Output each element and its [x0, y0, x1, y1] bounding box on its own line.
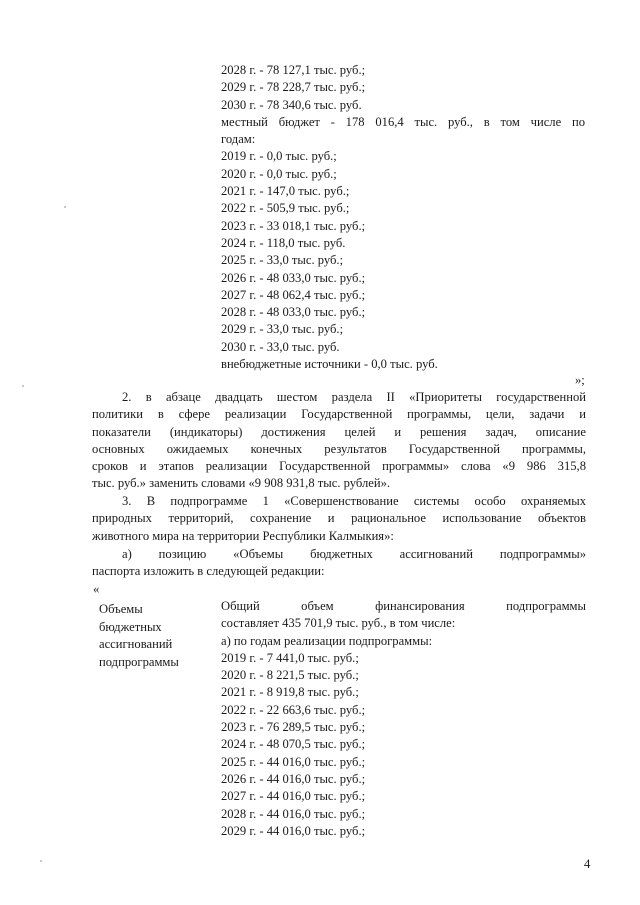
opening-quote: « [93, 582, 100, 596]
paragraph-3a-line: паспорта изложить в следующей редакции: [92, 564, 325, 579]
subprogram-year-2029: 2029 г. - 44 016,0 тыс. руб.; [221, 823, 366, 838]
federal-year-2029: 2029 г. - 78 228,7 тыс. руб.; [221, 80, 366, 95]
paragraph-3-line: природных территорий, сохранение и рациональное использование объектов [92, 511, 586, 526]
scan-speck [40, 860, 42, 862]
paragraph-2-line: основных ожидаемых конечных результатов Государственной программы, [92, 441, 586, 456]
paragraph-2-line: показатели (индикаторы) достижения целей и решения задач, описание [92, 424, 586, 439]
passport-value-cell [221, 598, 586, 840]
passport-label-line: Объемы [99, 602, 143, 616]
local-year-2030: 2030 г. - 33,0 тыс. руб. [221, 339, 340, 354]
local-year-2023: 2023 г. - 33 018,1 тыс. руб.; [221, 218, 366, 233]
paragraph-2-line: сроков и этапов реализации Государственной программы» слова «9 986 315,8 [92, 459, 586, 474]
budget-tail-block [221, 62, 585, 373]
local-budget-total: местный бюджет - 178 016,4 тыс. руб., в том числе по [221, 114, 585, 129]
local-year-2019: 2019 г. - 0,0 тыс. руб.; [221, 149, 337, 164]
paragraph-3a-line: а) позицию «Объемы бюджетных ассигнований подпрограммы» [122, 547, 586, 561]
subprogram-total-line: Общий объем финансирования подпрограммы [221, 599, 586, 613]
federal-year-2028: 2028 г. - 78 127,1 тыс. руб.; [221, 63, 366, 77]
page-number: 4 [584, 857, 591, 871]
local-year-2026: 2026 г. - 48 033,0 тыс. руб.; [221, 270, 366, 285]
subprogram-total-amount: составляет 435 701,9 тыс. руб., в том числе: [221, 616, 456, 631]
subprogram-year-2022: 2022 г. - 22 663,6 тыс. руб.; [221, 702, 366, 717]
paragraph-3 [92, 493, 586, 545]
local-year-2021: 2021 г. - 147,0 тыс. руб.; [221, 184, 350, 199]
subprogram-by-years-label: а) по годам реализации подпрограммы: [221, 633, 433, 648]
scan-speck [64, 206, 66, 208]
local-budget-by-years-label: годам: [221, 132, 256, 147]
paragraph-2-line: тыс. руб.» заменить словами «9 908 931,8 тыс. рублей». [92, 476, 391, 491]
local-year-2028: 2028 г. - 48 033,0 тыс. руб.; [221, 305, 366, 320]
paragraph-2-line: 2. в абзаце двадцать шестом раздела II «Приоритеты государственной [122, 390, 586, 404]
local-year-2022: 2022 г. - 505,9 тыс. руб.; [221, 201, 350, 216]
subprogram-year-2028: 2028 г. - 44 016,0 тыс. руб.; [221, 806, 366, 821]
subprogram-year-2023: 2023 г. - 76 289,5 тыс. руб.; [221, 720, 366, 735]
scan-speck [22, 385, 24, 387]
passport-label-line: подпрограммы [99, 654, 179, 669]
paragraph-3a [92, 546, 586, 581]
paragraph-3-line: 3. В подпрограмме 1 «Совершенствование системы особо охраняемых [122, 494, 586, 508]
local-year-2029: 2029 г. - 33,0 тыс. руб.; [221, 322, 344, 337]
local-year-2025: 2025 г. - 33,0 тыс. руб.; [221, 253, 344, 268]
local-year-2024: 2024 г. - 118,0 тыс. руб. [221, 235, 346, 250]
paragraph-2 [92, 389, 586, 493]
paragraph-3-line: животного мира на территории Республики Калмыкия»: [92, 528, 394, 543]
local-year-2027: 2027 г. - 48 062,4 тыс. руб.; [221, 287, 366, 302]
passport-label-line: бюджетных [99, 619, 162, 634]
local-year-2020: 2020 г. - 0,0 тыс. руб.; [221, 166, 337, 181]
subprogram-year-2024: 2024 г. - 48 070,5 тыс. руб.; [221, 737, 366, 752]
subprogram-year-2025: 2025 г. - 44 016,0 тыс. руб.; [221, 754, 366, 769]
subprogram-year-2019: 2019 г. - 7 441,0 тыс. руб.; [221, 650, 359, 665]
subprogram-year-2021: 2021 г. - 8 919,8 тыс. руб.; [221, 685, 359, 700]
federal-year-2030: 2030 г. - 78 340,6 тыс. руб. [221, 97, 362, 112]
paragraph-2-line: политики в сфере реализации Государственной программы, цели, задачи и [92, 407, 586, 422]
passport-label-line: ассигнований [99, 637, 173, 652]
subprogram-year-2027: 2027 г. - 44 016,0 тыс. руб.; [221, 789, 366, 804]
subprogram-year-2020: 2020 г. - 8 221,5 тыс. руб.; [221, 668, 359, 683]
closing-quote: »; [575, 373, 585, 387]
subprogram-year-2026: 2026 г. - 44 016,0 тыс. руб.; [221, 771, 366, 786]
extrabudgetary-sources: внебюджетные источники - 0,0 тыс. руб. [221, 357, 438, 372]
passport-label-cell [99, 601, 219, 671]
